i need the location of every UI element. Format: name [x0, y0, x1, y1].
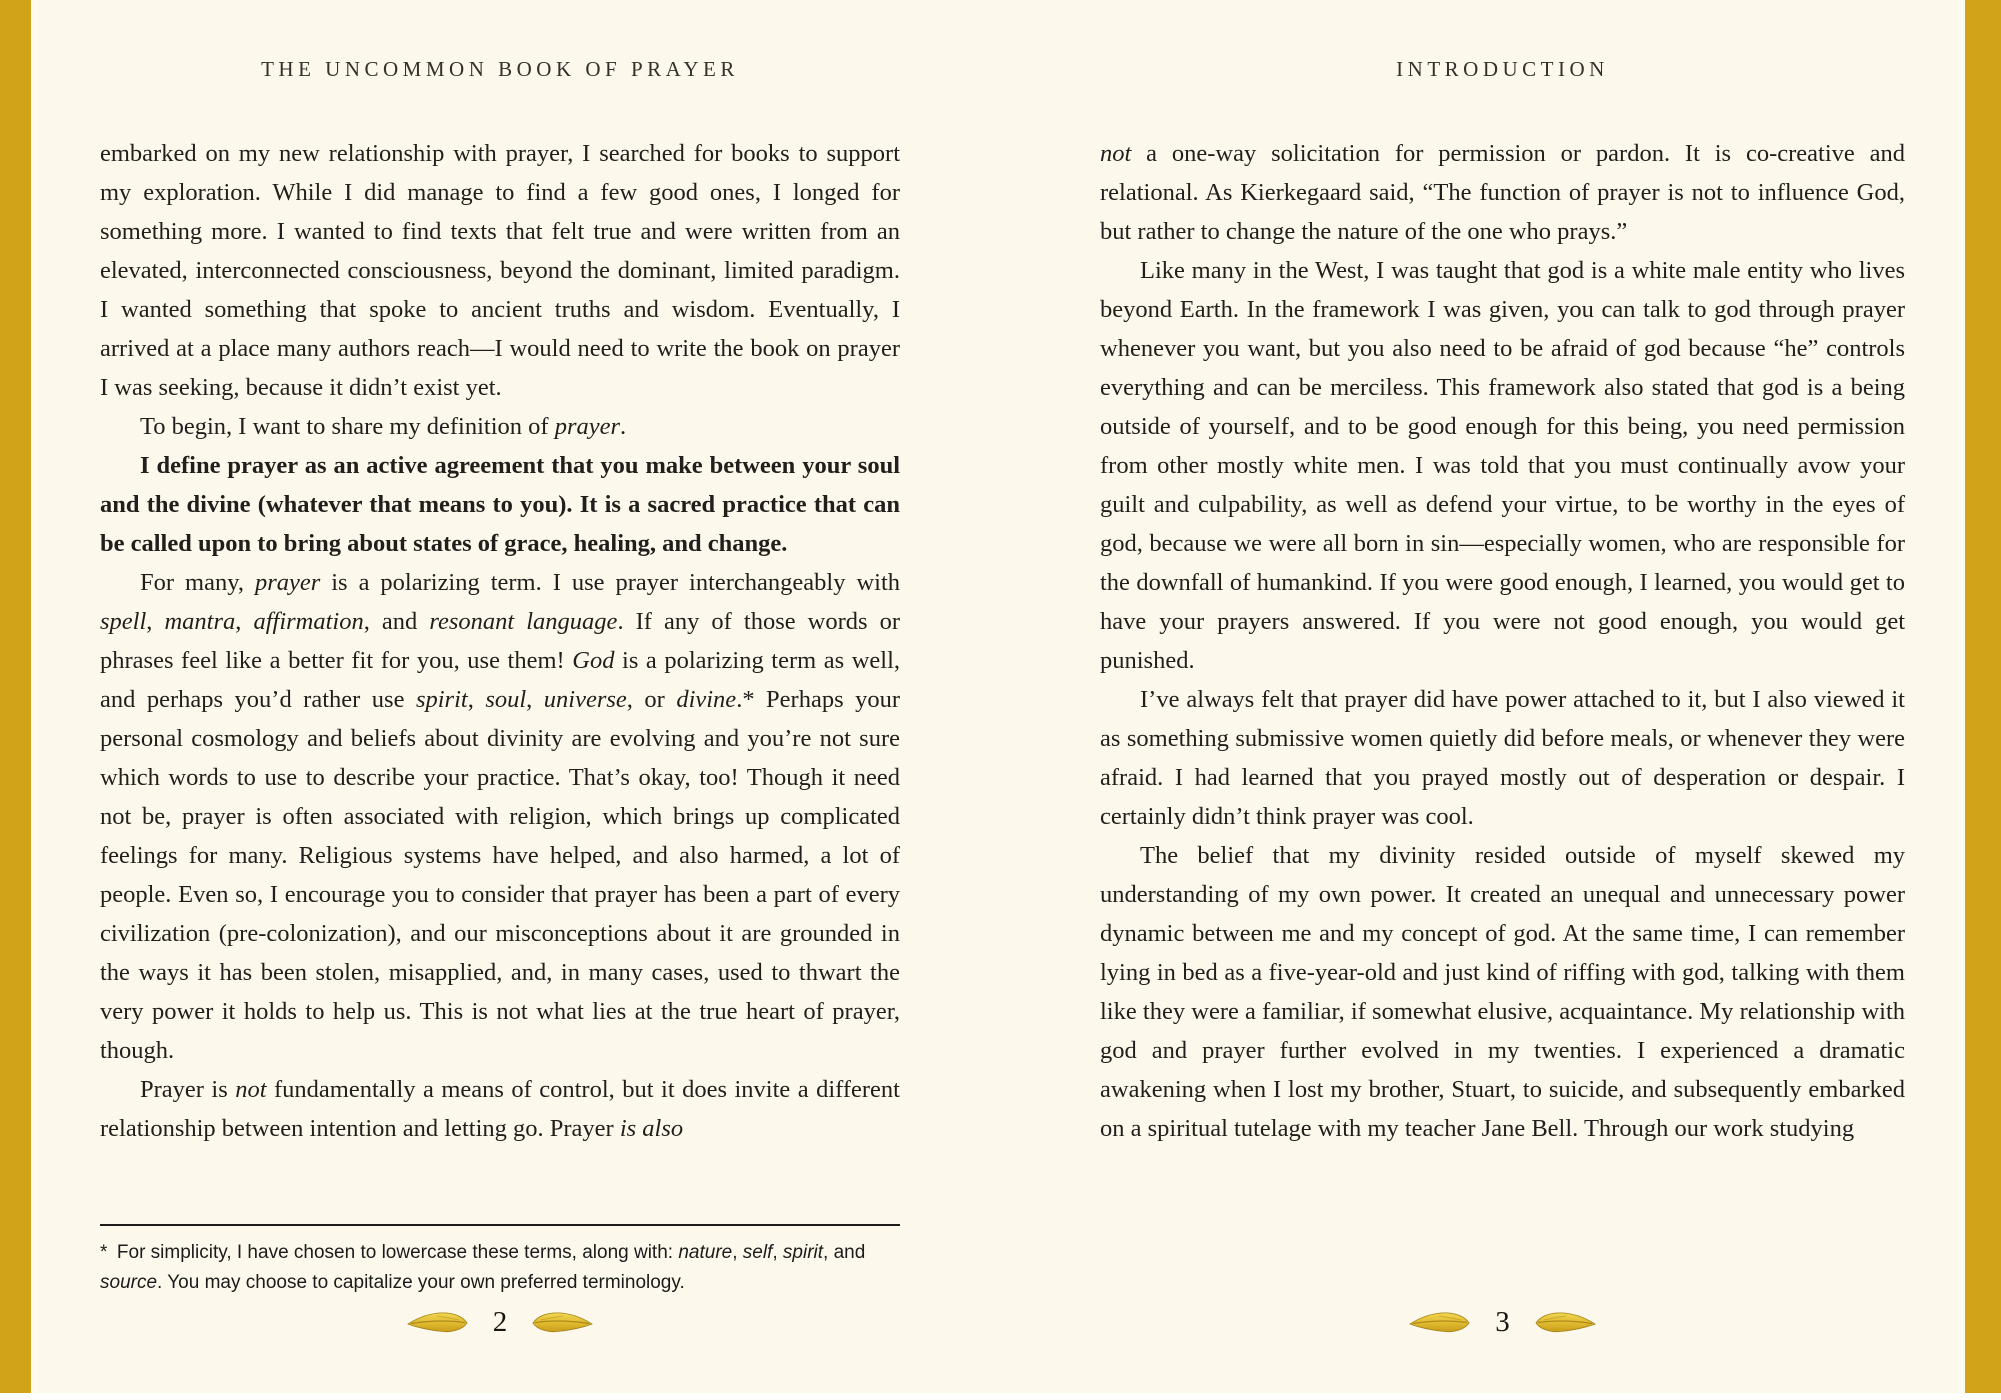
italic-text-run: source — [100, 1272, 158, 1293]
italic-text-run: resonant language — [429, 608, 618, 635]
left-page-body — [100, 134, 900, 1148]
text-run: Prayer is — [140, 1076, 236, 1103]
text-run: I define prayer as an active agreement that you make between your soul and the divine (whatever that means to you). It is a sacred practice that can be called upon to bring about states of grace, healing, and change. — [100, 452, 900, 557]
text-run: . You may choose to capitalize your own preferred terminology. — [157, 1272, 685, 1293]
italic-text-run: spirit — [415, 686, 468, 713]
text-run: fundamentally a means of control, but it does invite a different relationship between intention and letting go. Prayer — [100, 1076, 900, 1142]
italic-text-run: is also — [619, 1115, 684, 1142]
running-head-left: THE UNCOMMON BOOK OF PRAYER — [261, 57, 739, 81]
italic-text-run: soul — [485, 686, 527, 713]
page-number-left: 2 — [492, 1306, 508, 1338]
text-run: I’ve always felt that prayer did have power attached to it, but I also viewed it as something submissive women quietly did before meals, or whenever they were afraid. I had learned that you prayed mostly out of desperation or despair. I certainly didn’t think prayer was cool. — [1100, 686, 1905, 830]
italic-text-run: not — [1100, 140, 1132, 167]
text-run: * For simplicity, I have chosen to lowercase these terms, along with: — [100, 1242, 679, 1263]
italic-text-run: spirit — [782, 1242, 824, 1263]
paragraph — [1100, 134, 1905, 251]
text-run: is a polarizing term. I use prayer interchangeably with — [320, 569, 900, 596]
paragraph — [1100, 251, 1905, 680]
page-edge-highlight-left — [31, 0, 38, 1393]
text-run: , and — [363, 608, 430, 635]
italic-text-run: divine — [676, 686, 737, 713]
paragraph — [100, 446, 900, 563]
italic-text-run: spell — [100, 608, 147, 635]
text-run: is a polarizing term as well, and perhaps you’d rather use — [100, 647, 901, 713]
italic-text-run: God — [572, 647, 615, 674]
text-run: .* Perhaps your personal cosmology and beliefs about divinity are evolving and you’re not sure which words to use to describe your practice. That’s okay, too! Though it need not be, prayer is often associated with religion, which brings up complicated feelings for many. Religious systems have helped, and also harmed, a lot of people. Even so, I encourage you to consider that prayer has been a part of every civilization (pre-colonization), and our misconceptions about it are grounded in the ways it has been stolen, misapplied, and, in many cases, used to thwart the very power it holds to help us. This is not what lies at the true heart of prayer, though. — [100, 686, 901, 1064]
paragraph — [100, 563, 900, 1070]
italic-text-run: nature — [678, 1242, 733, 1263]
text-run: Like many in the West, I was taught that god is a white male entity who lives beyond Earth. In the framework I was given, you can talk to god through prayer whenever you want, but you also need to be afraid of god because “he” controls everything and can be merciless. This framework also stated that god is a being outside of yourself, and to be good enough for this being, you need permission from other mostly white men. I was told that you must continually avow your guilt and culpability, as well as defend your virtue, to be worthy in the eyes of god, because we were all born in sin—especially women, who are responsible for the downfall of humankind. If you were good enough, I learned, you would get to have your prayers answered. If you were not good enough, you would get punished. — [1100, 257, 1905, 674]
italic-text-run: affirmation — [253, 608, 364, 635]
text-run: , and — [823, 1242, 866, 1263]
text-run: , — [772, 1242, 783, 1263]
text-run: , — [146, 608, 165, 635]
text-run: embarked on my new relationship with prayer, I searched for books to support my exploration. While I did manage to find a few good ones, I longed for something more. I wanted to find texts that felt true and were written from an elevated, interconnected consciousness, beyond the dominant, limited paradigm. I wanted something that spoke to ancient truths and wisdom. Eventually, I arrived at a place many authors reach—I would need to write the book on prayer I was seeking, because it didn’t exist yet. — [100, 140, 900, 401]
text-run: . If any of those words or phrases feel like a better fit for you, use them! — [100, 608, 901, 674]
paragraph — [100, 407, 900, 446]
paragraph — [1100, 680, 1905, 836]
text-run: , — [732, 1242, 743, 1263]
gilded-edge-right — [1965, 0, 2001, 1393]
text-run: , or — [626, 686, 677, 713]
gold-leaf-icon — [1409, 1308, 1471, 1336]
text-run: The belief that my divinity resided outside of myself skewed my understanding of my own power. It created an unequal and unnecessary power dynamic between me and my concept of god. At the same time, I can remember lying in bed as a five-year-old and just kind of riffing with god, talking with them like they were a familiar, if somewhat elusive, acquaintance. My relationship with god and prayer further evolved in my twenties. I experienced a dramatic awakening when I lost my brother, Stuart, to suicide, and subsequently embarked on a spiritual tutelage with my teacher Jane Bell. Through our work studying — [1100, 842, 1905, 1142]
right-page — [1100, 0, 1905, 1400]
footnote — [100, 1238, 900, 1298]
page-edge-highlight-right — [1957, 0, 1965, 1393]
italic-text-run: mantra — [164, 608, 236, 635]
text-run: To begin, I want to share my definition of — [140, 413, 555, 440]
folio-right — [1100, 1306, 1905, 1337]
paragraph — [100, 1070, 900, 1148]
italic-text-run: not — [235, 1076, 267, 1103]
italic-text-run: self — [742, 1242, 773, 1263]
text-run: . — [620, 413, 627, 440]
italic-text-run: prayer — [254, 569, 321, 596]
page-number-right: 3 — [1495, 1306, 1510, 1338]
paragraph — [100, 134, 900, 407]
gilded-edge-left — [0, 0, 31, 1393]
gold-leaf-icon — [1534, 1308, 1596, 1336]
text-run: a one-way solicitation for permission or pardon. It is co-creative and relational. As Kierkegaard said, “The function of prayer is not to influence God, but rather to change the nature of the one who prays.” — [1100, 140, 1905, 245]
italic-text-run: prayer — [554, 413, 621, 440]
left-page — [100, 0, 900, 1400]
text-run: , — [235, 608, 254, 635]
italic-text-run: universe — [543, 686, 627, 713]
gold-leaf-icon — [407, 1308, 469, 1336]
folio-left — [100, 1306, 900, 1337]
running-head-right: INTRODUCTION — [1396, 57, 1609, 81]
paragraph — [1100, 836, 1905, 1148]
footnote-rule — [100, 1224, 900, 1226]
right-page-body — [1100, 134, 1905, 1148]
text-run: , — [467, 686, 486, 713]
gold-leaf-icon — [531, 1308, 593, 1336]
text-run: For many, — [140, 569, 255, 596]
page-bottom-edge — [0, 1393, 2001, 1400]
text-run: , — [526, 686, 544, 713]
